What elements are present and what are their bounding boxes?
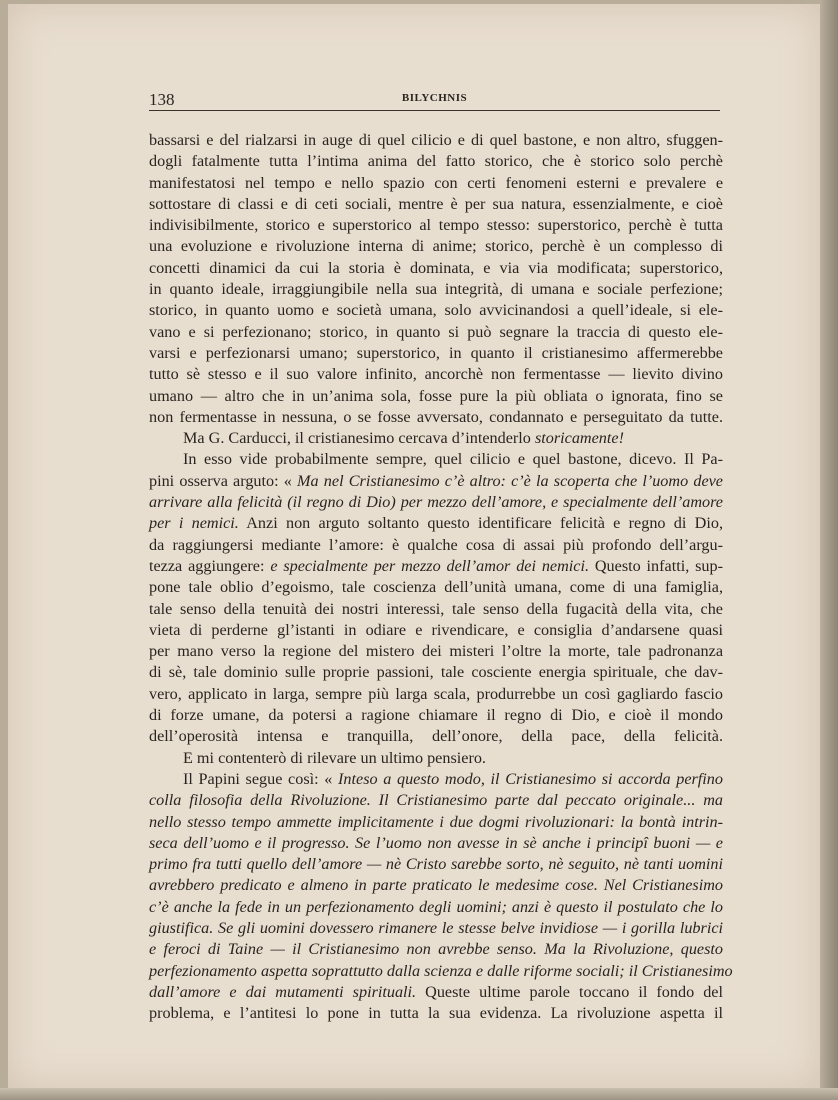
text-line [149, 939, 723, 960]
text-line [149, 812, 723, 833]
text-line [149, 918, 723, 939]
roman-span: di sè, tale dominio sulle proprie passioni, tale cosciente energia spirituale, che dav- [149, 663, 723, 682]
text-line [149, 599, 723, 620]
text-line [149, 577, 723, 598]
header-rule [149, 110, 720, 111]
text-line [149, 449, 723, 470]
italic-span: colla filosofia della Rivoluzione. Il Cristianesimo parte dal peccato originale... ma [149, 791, 723, 810]
roman-span: Questo infatti, sup- [589, 556, 723, 575]
roman-span: varsi e perfezionarsi umano; superstorico, in quanto il cristianesimo affermerebbe [149, 343, 723, 362]
roman-span: manifestatosi nel tempo e nello spazio con certi fenomeni esterni e prevalere e [149, 173, 723, 192]
italic-span: dall’amore e dai mutamenti spirituali. [149, 982, 417, 1001]
text-line [149, 386, 723, 407]
text-line [149, 364, 723, 385]
text-line [149, 705, 723, 726]
text-line [149, 961, 733, 982]
text-line [149, 428, 723, 449]
text-line [149, 513, 723, 534]
roman-span: storico, in quanto uomo e società umana, solo avvicinandosi a quell’ideale, si ele- [149, 301, 723, 320]
page-number: 138 [149, 90, 175, 109]
italic-span: per i nemici. [149, 514, 239, 533]
text-line [149, 151, 723, 172]
body-text [149, 130, 733, 1024]
roman-span: Anzi non arguto soltanto questo identificare felicità e regno di Dio, [238, 514, 723, 533]
roman-span: problema, e l’antitesi lo pone in tutta la sua evidenza. La rivoluzione aspetta il [149, 1004, 723, 1023]
italic-span: perfezionamento aspetta soprattutto dalla scienza e dalle riforme sociali; il Cristianesimo [149, 961, 733, 980]
roman-span: vero, applicato in larga, sempre più larga scala, produrrebbe un così gagliardo fascio [149, 684, 723, 703]
roman-span: da raggiungersi mediante l’amore: è qualche cosa di assai più profondo dell’argu- [149, 535, 723, 554]
roman-span: Queste ultime parole toccano il fondo del [416, 982, 723, 1001]
roman-span: tale senso della tenuità dei nostri interessi, tale senso della fugacità della vita, che [149, 599, 723, 618]
text-line [149, 556, 723, 577]
italic-span: nello stesso tempo ammette implicitamente i due dogmi rivoluzionari: la bontà intrin- [149, 812, 723, 831]
roman-span: indivisibilmente, storico e superstorico al tempo stesso: superstorico, perchè è tutta [149, 216, 723, 235]
italic-span: e specialmente per mezzo dell’amor dei nemici. [270, 556, 590, 575]
text-line [149, 854, 723, 875]
roman-span: dell’operosità intensa e tranquilla, dell’onore, della pace, della felicità. [149, 727, 723, 746]
text-line [149, 279, 723, 300]
text-line [149, 620, 723, 641]
italic-span: Ma nel Cristianesimo c’è altro: c’è la scoperta che l’uomo deve [297, 471, 723, 490]
text-line [149, 492, 723, 513]
text-line [149, 300, 723, 321]
page-edge [820, 0, 838, 1100]
roman-span: tezza aggiungere: [149, 556, 271, 575]
roman-span: vieta di perderne gl’istanti in odiare e rivendicare, e consiglia d’andarsene quasi [149, 620, 723, 639]
text-line [149, 407, 723, 428]
text-line [149, 982, 723, 1003]
text-line [149, 769, 723, 790]
roman-span: pone tale oblio d’egoismo, tale coscienza dell’unità umana, come di una famiglia, [149, 578, 723, 597]
roman-span: bassarsi e del rialzarsi in auge di quel cilicio e di quel bastone, e non altro, sfuggen- [149, 131, 723, 149]
italic-span: e feroci di Taine — il Cristianesimo non avrebbe senso. Ma la Rivoluzione, questo [149, 940, 723, 959]
text-line [149, 875, 723, 896]
italic-span: storicamente! [534, 429, 624, 448]
roman-span: non fermentasse in nessuna, o se fosse avversato, condannato e perseguitato da tutte. [149, 407, 723, 426]
text-line [149, 471, 723, 492]
text-line [149, 790, 723, 811]
roman-span: per mano verso la regione del mistero dei misteri l’oltre la morte, tale padronanza [149, 642, 723, 661]
roman-span: Il Papini segue così: « [183, 769, 339, 788]
roman-span: Ma G. Carducci, il cristianesimo cercava d’intenderlo [183, 429, 535, 448]
text-line [149, 1003, 723, 1024]
roman-span: pini osserva arguto: « [149, 471, 298, 490]
roman-span: di forze umane, da potersi a ragione chiamare il regno di Dio, e cioè il mondo [149, 706, 723, 725]
text-line [149, 535, 723, 556]
text-line [149, 258, 723, 279]
text-line [149, 833, 723, 854]
text-line [149, 726, 723, 747]
roman-span: sottostare di classi e di ceti sociali, mentre è per sua natura, essenzialmente, e cioè [149, 194, 723, 213]
roman-span: In esso vide probabilmente sempre, quel cilicio e quel bastone, dicevo. Il Pa- [183, 450, 723, 469]
italic-span: giustifica. Se gli uomini dovessero rimanere le stesse belve invidiose — i gorilla lubrici [149, 918, 723, 937]
text-line [149, 322, 723, 343]
italic-span: c’è anche la fede in un perfezionamento degli uomini; anzi è questo il postulato che lo [149, 897, 723, 916]
italic-span: avrebbero predicato e almeno in parte praticato le medesime cose. Nel Cristianesimo [149, 876, 723, 895]
italic-span: seca dell’uomo e il progresso. Se l’uomo non avesse in sè anche i principî buoni — e [149, 833, 723, 852]
text-line [149, 236, 723, 257]
text-line [149, 343, 723, 364]
page-header [149, 92, 720, 110]
italic-span: primo fra tutti quello dell’amore — nè Cristo sarebbe sorto, nè seguito, nè tanti uomini [149, 855, 723, 874]
running-title: BILYCHNIS [401, 92, 468, 104]
roman-span: in quanto ideale, irraggiungibile nella sua integrità, di umana e sociale perfezione; [149, 280, 723, 299]
roman-span: vano e si perfezionano; storico, in quanto si può segnare la traccia di questo ele- [149, 322, 723, 341]
text-line [149, 130, 723, 151]
text-line [149, 215, 723, 236]
text-line [149, 641, 723, 662]
text-line [149, 173, 723, 194]
text-line [149, 194, 723, 215]
page-bottom-edge [0, 1088, 838, 1100]
text-line [149, 897, 723, 918]
text-line [149, 684, 723, 705]
roman-span: E mi contenterò di rilevare un ultimo pensiero. [183, 748, 486, 767]
roman-span: umano — altro che in un’anima sola, fosse pure la più obliata o ignorata, fino se [149, 386, 723, 405]
roman-span: una evoluzione e rivoluzione interna di anime; storico, perchè è un complesso di [149, 237, 723, 256]
roman-span: concetti dinamici da cui la storia è dominata, e via via modificata; superstorico, [149, 258, 723, 277]
italic-span: Inteso a questo modo, il Cristianesimo si accorda perfino [338, 769, 723, 788]
text-line [149, 748, 723, 769]
italic-span: arrivare alla felicità (il regno di Dio) per mezzo dell’amore, e specialmente dell’amore [149, 493, 723, 512]
text-line [149, 662, 723, 683]
roman-span: tutto sè stesso e il suo valore infinito, ancorchè non fermentasse — lievito divino [149, 365, 723, 384]
roman-span: dogli fatalmente tutta l’intima anima del fatto storico, che è storico solo perchè [149, 152, 723, 171]
